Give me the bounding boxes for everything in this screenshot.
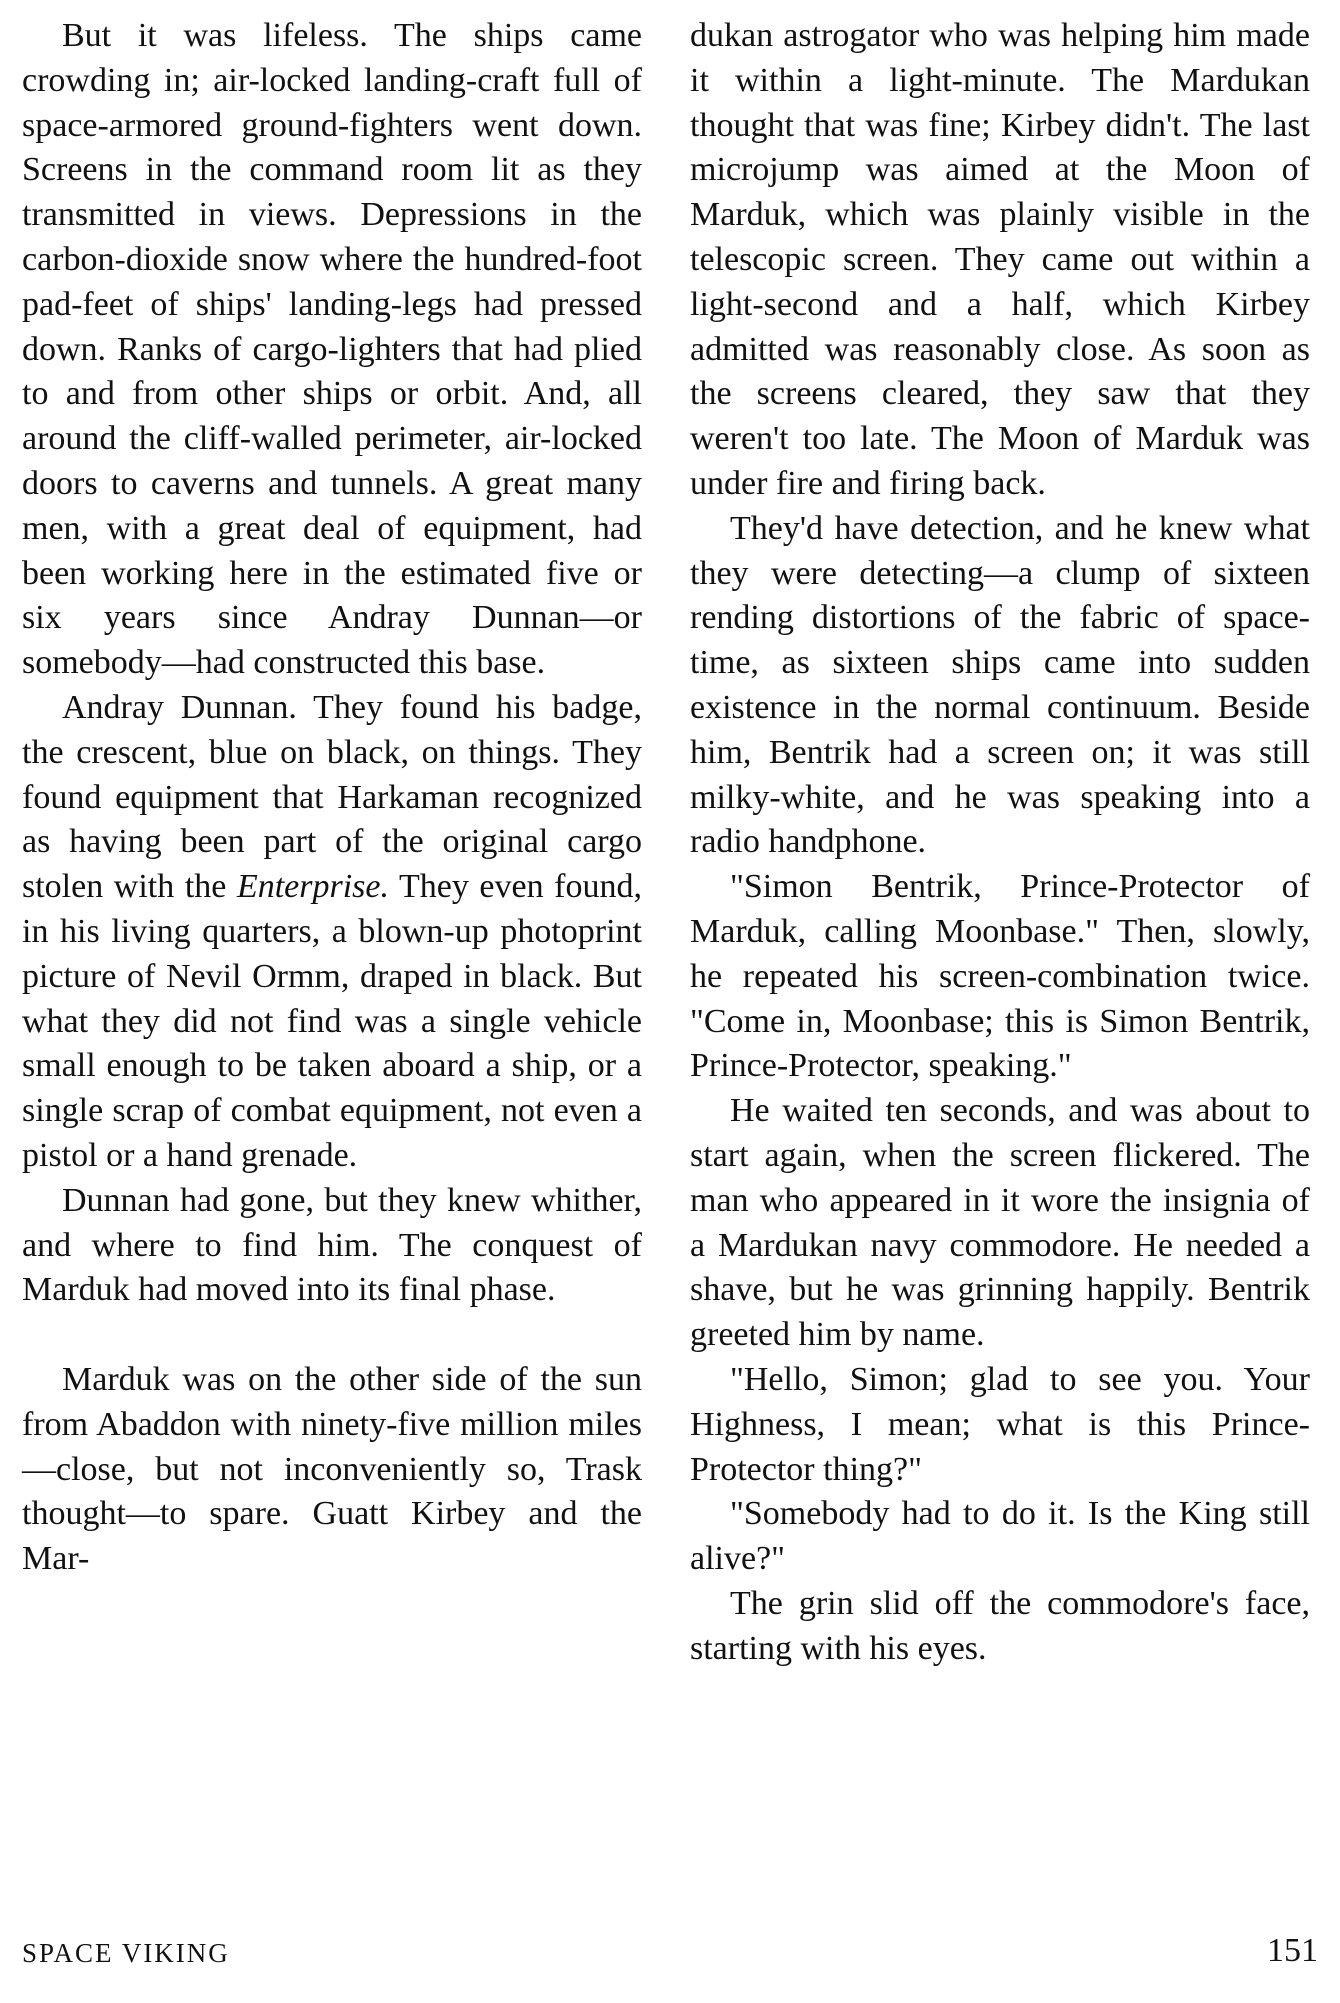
paragraph: "Somebody had to do it. Is the King still alive?" <box>690 1495 1310 1578</box>
paragraph: "Hello, Simon; glad to see you. Your Highness, I mean; what is this Prince-Protector thing?" <box>690 1360 1310 1488</box>
paragraph-text: They even found, in his living quarters, a blown-up photoprint picture of Nevil Ormm, draped in black. But what they did not find was a single vehicle small enough to be taken aboard a ship, or a single scrap of combat equipment, not even a pistol or a hand grenade. <box>22 868 642 1174</box>
page-footer <box>22 1932 1318 1982</box>
paragraph: He waited ten seconds, and was about to start again, when the screen flickered. The man who appeared in it wore the insignia of a Mardukan navy commodore. He needed a shave, but he was grinning happily. Bentrik greeted him by name. <box>690 1092 1310 1354</box>
paragraph: The grin slid off the commodore's face, starting with his eyes. <box>690 1584 1310 1667</box>
paragraph: Marduk was on the other side of the sun from Abaddon with ninety-five million miles—close, but not inconveniently so, Trask thought—to spare. Guatt Kirbey and the Mar- <box>22 1360 642 1578</box>
running-head: SPACE VIKING <box>22 1938 230 1968</box>
paragraph <box>22 686 642 1179</box>
paragraph: dukan astrogator who was helping him made it within a light-minute. The Mardukan thought that was fine; Kirbey didn't. The last microjump was aimed at the Moon of Marduk, which was plainly visible in the telescopic screen. They came out within a light-second and a half, which Kirbey admitted was reasonably close. As soon as the screens cleared, they saw that they weren't too late. The Moon of Marduk was under fire and firing back. <box>690 17 1310 502</box>
paragraph: They'd have detection, and he knew what they were detecting—a clump of sixteen rending distortions of the fabric of space-time, as sixteen ships came into sudden existence in the normal continuum. Beside him, Bentrik had a screen on; it was still milky-white, and he was speaking into a radio handphone. <box>690 509 1310 861</box>
page-number: 151 <box>1267 1932 1318 1969</box>
book-page <box>22 14 1318 1914</box>
ship-name-italic: Enterprise. <box>236 868 389 906</box>
paragraph: Dunnan had gone, but they knew whither, and where to find him. The conquest of Marduk had moved into its final phase. <box>22 1181 642 1309</box>
right-column <box>690 14 1310 1671</box>
paragraph: But it was lifeless. The ships came crowding in; air-locked landing-craft full of space-armored ground-fighters went down. Screens in the command room lit as they transmitted in views. Depressions in the carbon-dioxide snow where the hundred-foot pad-feet of ships' landing-legs had pressed down. Ranks of cargo-lighters that had plied to and from other ships or orbit. And, all around the cliff-walled perimeter, air-locked doors to caverns and tunnels. A great many men, with a great deal of equipment, had been working here in the estimated five or six years since Andray Dunnan—or somebody—had constructed this base. <box>22 17 642 682</box>
paragraph-text: Andray Dunnan. They found his badge, the crescent, blue on black, on things. They found equipment that Harkaman recognized as having been part of the original cargo stolen with the <box>22 688 642 906</box>
paragraph: "Simon Bentrik, Prince-Protector of Marduk, calling Moonbase." Then, slowly, he repeated his screen-combination twice. "Come in, Moonbase; this is Simon Bentrik, Prince-Protector, speaking." <box>690 868 1310 1085</box>
left-column <box>22 14 642 1582</box>
